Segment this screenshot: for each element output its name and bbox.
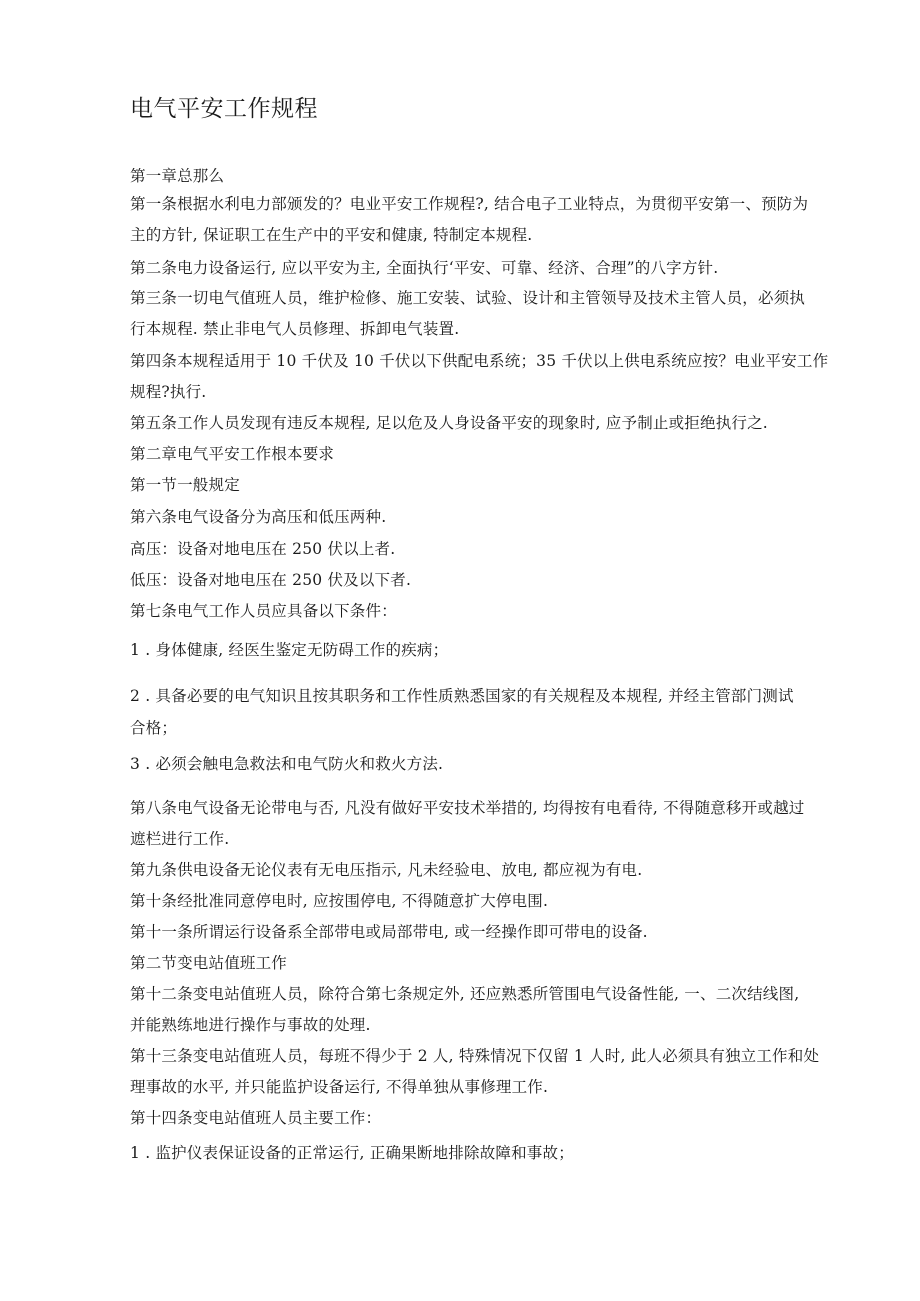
text-line: 理事故的水平, 并只能监护设备运行, 不得单独从事修理工作. (130, 1078, 549, 1096)
text-line: 第十条经批准同意停电时, 应按围停电, 不得随意扩大停电围. (130, 892, 549, 910)
text-line: 第八条电气设备无论带电与否, 凡没有做好平安技术举措的, 均得按有电看待, 不得随意移开或越过 (130, 799, 805, 817)
list-item: 2 . 具备必要的电气知识且按其职务和工作性质熟悉国家的有关规程及本规程, 并经主管部门测试 (130, 687, 794, 705)
text-line: 合格； (130, 719, 178, 737)
text-line: 规程?执行. (130, 383, 207, 401)
text-line: 第十一条所谓运行设备系全部带电或局部带电, 或一经操作即可带电的设备. (130, 923, 648, 941)
text-line: 第十二条变电站值班人员，除符合第七条规定外, 还应熟悉所管围电气设备性能, 一、二次结线图, (130, 985, 800, 1003)
text-line: 第五条工作人员发现有违反本规程, 足以危及人身设备平安的现象时, 应予制止或拒绝执行之. (130, 414, 768, 432)
text-line: 第七条电气工作人员应具备以下条件： (130, 602, 397, 620)
text-line: 第九条供电设备无论仪表有无电压指示, 凡未经验电、放电, 都应视为有电. (130, 861, 643, 879)
text-line: 行本规程. 禁止非电气人员修理、拆卸电气装置. (130, 320, 460, 338)
text-line: 遮栏进行工作. (130, 830, 230, 848)
text-line: 第十四条变电站值班人员主要工作： (130, 1109, 382, 1127)
section-heading: 第一节一般规定 (130, 476, 240, 494)
document-title: 电气平安工作规程 (130, 96, 318, 122)
text-line: 主的方针, 保证职工在生产中的平安和健康, 特制定本规程. (130, 226, 533, 244)
list-item: 1 . 监护仪表保证设备的正常运行, 正确果断地排除故障和事故； (130, 1144, 574, 1162)
text-line: 第六条电气设备分为高压和低压两种. (130, 508, 387, 526)
text-line: 第二条电力设备运行, 应以平安为主, 全面执行‘平安、可靠、经济、合理”的八字方针. (130, 259, 719, 277)
text-line: 第一条根据水利电力部颁发的？电业平安工作规程?, 结合电子工业特点，为贯彻平安第一、预防为 (130, 195, 809, 213)
chapter-heading: 第二章电气平安工作根本要求 (130, 445, 335, 463)
text-line: 第三条一切电气值班人员，维护检修、施工安装、试验、设计和主管领导及技术主管人员，必须执 (130, 289, 806, 307)
text-line: 高压：设备对地电压在 250 伏以上者. (130, 540, 396, 558)
list-item: 3 . 必须会触电急救法和电气防火和救火方法. (130, 755, 444, 773)
text-line: 并能熟练地进行操作与事故的处理. (130, 1016, 371, 1034)
section-heading: 第二节变电站值班工作 (130, 954, 288, 972)
chapter-heading: 第一章总那么 (130, 167, 225, 185)
text-line: 第四条本规程适用于 10 千伏及 10 千伏以下供配电系统；35 千伏以上供电系统应按？电业平安工作 (130, 352, 829, 370)
text-line: 第十三条变电站值班人员，每班不得少于 2 人, 特殊情况下仅留 1 人时, 此人必须具有独立工作和处 (130, 1047, 820, 1065)
list-item: 1 . 身体健康, 经医生鉴定无防碍工作的疾病； (130, 641, 449, 659)
text-line: 低压：设备对地电压在 250 伏及以下者. (130, 571, 412, 589)
